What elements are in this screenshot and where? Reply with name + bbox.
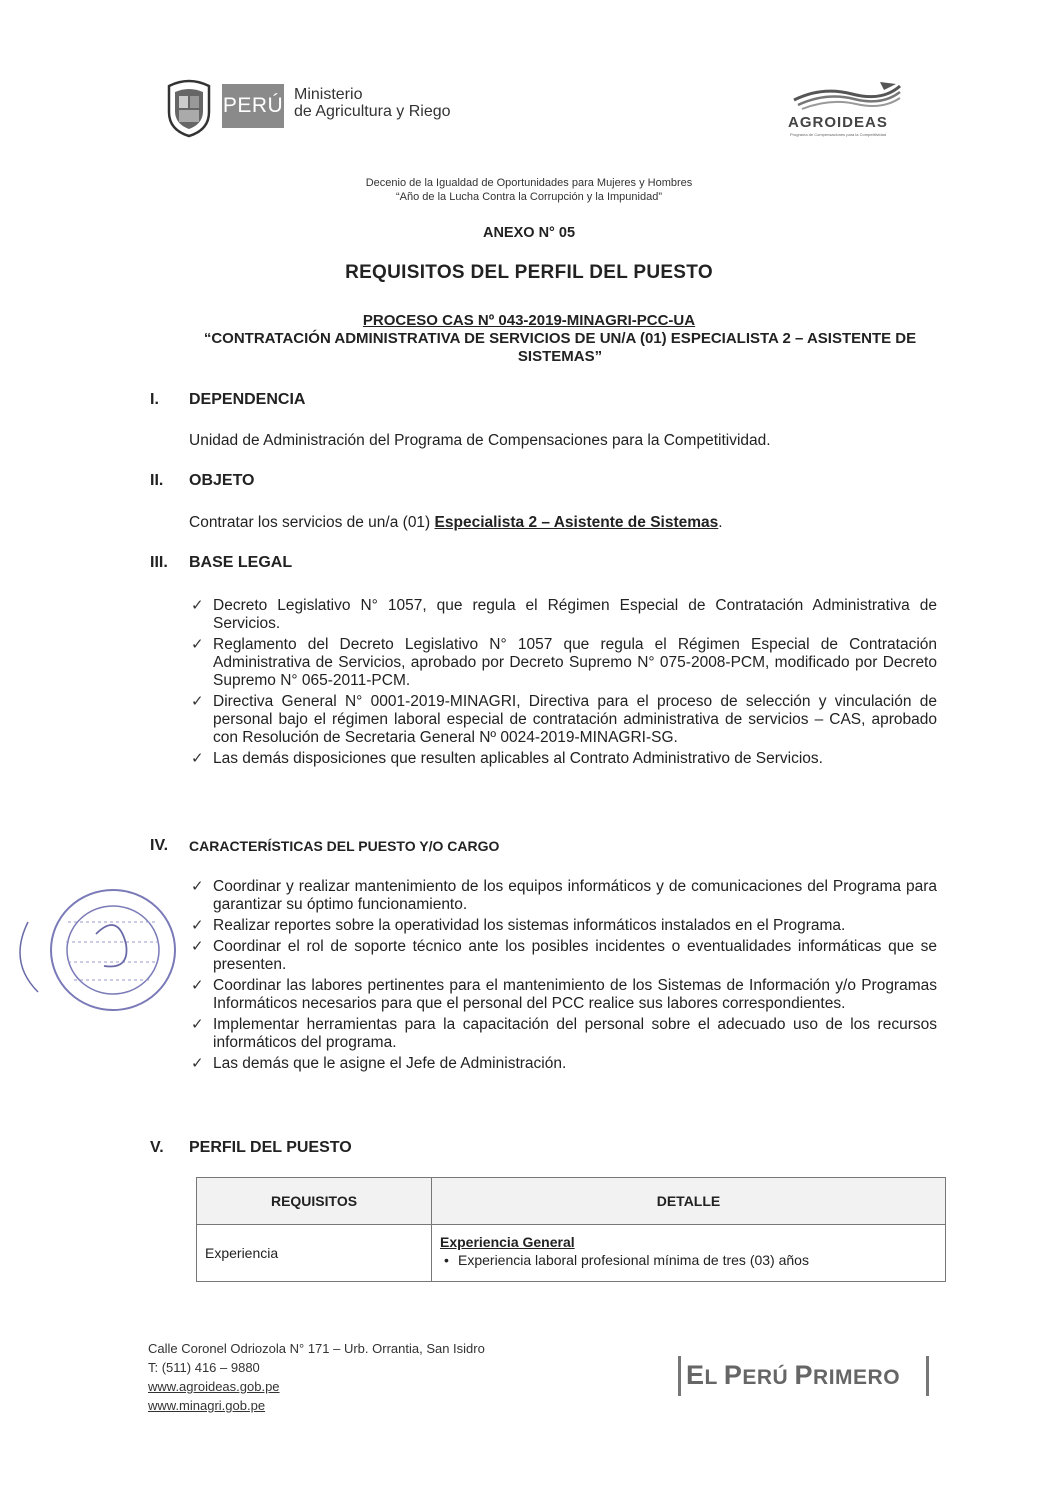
caracteristica-text: Las demás que le asigne el Jefe de Administración.	[213, 1055, 567, 1072]
coat-of-arms-icon	[163, 78, 215, 138]
slogan-bracket-right	[926, 1356, 929, 1396]
section-3-title: BASE LEGAL	[189, 554, 293, 571]
peru-brand-box: PERÚ	[222, 84, 284, 128]
check-icon: ✓	[191, 693, 204, 710]
perfil-table	[196, 1177, 946, 1282]
column-header-detalle: DETALLE	[432, 1178, 946, 1225]
list-item	[189, 597, 937, 633]
caracteristica-text: Coordinar y realizar mantenimiento de los equipos informáticos y de comunicaciones del Programa para garantizar su óptimo funcionamiento.	[213, 878, 937, 913]
ministry-name	[294, 86, 451, 120]
check-icon: ✓	[191, 917, 204, 934]
objeto-position: Especialista 2 – Asistente de Sistemas	[434, 514, 719, 531]
footer-link-agroideas[interactable]: www.agroideas.gob.pe	[148, 1379, 280, 1394]
decenio-line1: Decenio de la Igualdad de Oportunidades para Mujeres y Hombres	[365, 177, 693, 189]
footer-phone: T: (511) 416 – 9880	[148, 1360, 260, 1375]
agroideas-name: AGROIDEAS	[788, 114, 888, 131]
experiencia-item: • Experiencia laboral profesional mínima de tres (03) años	[440, 1252, 937, 1268]
detalle-cell	[432, 1225, 946, 1282]
agroideas-subtitle: Programa de Compensaciones para la Competitividad	[790, 132, 887, 137]
base-legal-text: Directiva General N° 0001-2019-MINAGRI, Directiva para el proceso de selección y vinculación de personal bajo el régimen laboral especial de contratación administrativa de servicios – CAS, aprobado con Resolución de Secretaria General Nº 0024-2019-MINAGRI-SG.	[213, 693, 937, 746]
caracteristica-text: Coordinar las labores pertinentes para el mantenimiento de los Sistemas de Información y/o Programas Informáticos necesarios para que el personal del PCC realice sus labores correspondientes.	[213, 977, 937, 1012]
section-4-number: IV.	[150, 837, 169, 854]
slogan-letter: RIMERO	[813, 1366, 901, 1389]
check-icon: ✓	[191, 1016, 204, 1033]
section-4-title: CARACTERÍSTICAS DEL PUESTO Y/O CARGO	[189, 838, 500, 854]
list-item	[189, 636, 937, 690]
list-item	[189, 878, 937, 914]
requisito-cell: Experiencia	[197, 1225, 432, 1282]
base-legal-text: Las demás disposiciones que resulten aplicables al Contrato Administrativo de Servicios.	[213, 750, 823, 767]
caracteristicas-list	[189, 878, 937, 1076]
slogan-bracket-left	[678, 1356, 681, 1396]
base-legal-text: Decreto Legislativo N° 1057, que regula el Régimen Especial de Contratación Administrativa de Servicios.	[213, 597, 937, 632]
table-header-row	[197, 1178, 946, 1225]
caracteristica-text: Coordinar el rol de soporte técnico ante los posibles incidentes o eventualidades informáticas que se presenten.	[213, 938, 937, 973]
agroideas-logo-icon	[792, 80, 902, 110]
section-2-number: II.	[150, 472, 164, 489]
list-item	[189, 1055, 937, 1073]
objeto-prefix: Contratar los servicios de un/a (01)	[189, 514, 435, 531]
footer-address: Calle Coronel Odriozola N° 171 – Urb. Orrantia, San Isidro	[148, 1341, 485, 1356]
section-5-number: V.	[150, 1139, 164, 1156]
experiencia-general-heading: Experiencia General	[440, 1234, 575, 1250]
section-1-text: Unidad de Administración del Programa de Compensaciones para la Competitividad.	[189, 432, 771, 449]
base-legal-list	[189, 597, 937, 771]
section-5-title: PERFIL DEL PUESTO	[189, 1139, 352, 1156]
check-icon: ✓	[191, 878, 204, 895]
check-icon: ✓	[191, 977, 204, 994]
slogan-letter: L	[704, 1366, 724, 1389]
check-icon: ✓	[191, 1055, 204, 1072]
section-1-title: DEPENDENCIA	[189, 391, 306, 408]
ministry-line1: Ministerio	[294, 86, 363, 103]
list-item	[189, 1016, 937, 1052]
column-header-requisitos: REQUISITOS	[197, 1178, 432, 1225]
list-item	[189, 938, 937, 974]
proceso-label: PROCESO CAS Nº 043-2019-MINAGRI-PCC-UA	[362, 312, 696, 329]
contratacion-title: “CONTRATACIÓN ADMINISTRATIVA DE SERVICIOS DE UN/A (01) ESPECIALISTA 2 – ASISTENTE DE SISTEMAS”	[203, 330, 917, 365]
official-stamp-icon	[8, 882, 198, 1022]
base-legal-text: Reglamento del Decreto Legislativo N° 1057 que regula el Régimen Especial de Contratación Administrativa de Servicios, aprobado por Decreto Supremo N° 075-2008-PCM, modificado por Decreto Supremo N° 065-2011-PCM.	[213, 636, 937, 689]
slogan-letter: P	[794, 1360, 814, 1390]
slogan-letter: E	[686, 1360, 705, 1390]
objeto-suffix: .	[718, 514, 723, 531]
anexo-label: ANEXO N° 05	[482, 225, 576, 241]
section-3-number: III.	[150, 554, 168, 571]
slogan-letter: P	[723, 1360, 743, 1390]
ministry-line2: de Agricultura y Riego	[294, 103, 451, 120]
check-icon: ✓	[191, 938, 204, 955]
list-item	[189, 750, 937, 768]
caracteristica-text: Implementar herramientas para la capacitación del personal sobre el adecuado uso de los recursos informáticos del programa.	[213, 1016, 937, 1051]
section-2-title: OBJETO	[189, 472, 255, 489]
list-item	[189, 693, 937, 747]
list-item	[189, 977, 937, 1013]
list-item	[189, 917, 937, 935]
section-1-number: I.	[150, 391, 159, 408]
document-title: REQUISITOS DEL PERFIL DEL PUESTO	[345, 262, 713, 283]
decenio-header	[0, 176, 1058, 204]
footer-contact	[148, 1339, 485, 1415]
check-icon: ✓	[191, 597, 204, 614]
caracteristica-text: Realizar reportes sobre la operatividad los sistemas informáticos instalados en el Programa.	[213, 917, 846, 934]
slogan-letter: ERÚ	[742, 1366, 795, 1389]
slogan-el-peru-primero	[686, 1360, 900, 1391]
table-row	[197, 1225, 946, 1282]
check-icon: ✓	[191, 750, 204, 767]
footer-link-minagri[interactable]: www.minagri.gob.pe	[148, 1398, 266, 1413]
decenio-line2: “Año de la Lucha Contra la Corrupción y la Impunidad”	[396, 191, 662, 203]
check-icon: ✓	[191, 636, 204, 653]
section-2-text	[189, 514, 723, 532]
